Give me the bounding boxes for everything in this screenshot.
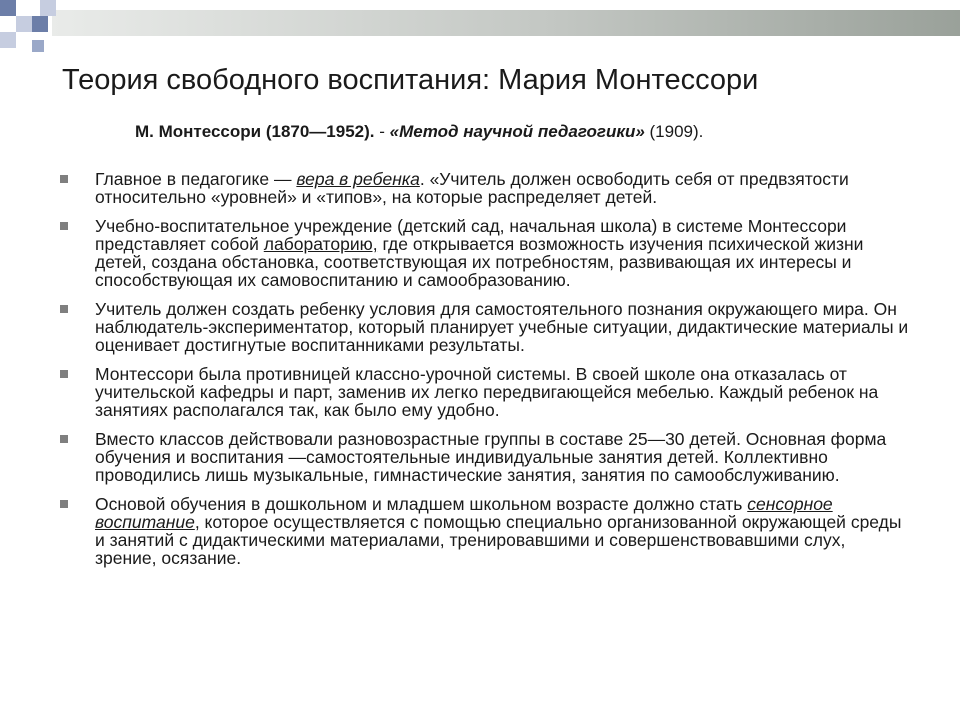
- slide-title: Теория свободного воспитания: Мария Монтессори: [62, 64, 759, 96]
- bullet-text: Учитель должен создать ребенку условия для самостоятельного познания окружающего мира. Он наблюдатель-экспериментатор, который планирует учебные ситуации, дидактические материалы и оценивает достигнутые воспитанниками результаты.: [95, 299, 909, 355]
- bullet-marker-icon: [60, 222, 68, 230]
- bullet-item: [58, 365, 910, 419]
- bullet-marker-icon: [60, 435, 68, 443]
- bullet-item: [58, 430, 910, 484]
- deco-square: [32, 16, 48, 32]
- bullet-item: [58, 495, 910, 567]
- bullet-text: , которое осуществляется с помощью специально организованной окружающей среды и занятий с дидактическими материалами, тренировавшими и совершенствовавшими слух, зрение, осязание.: [95, 512, 902, 568]
- deco-square: [16, 16, 32, 32]
- bullet-marker-icon: [60, 175, 68, 183]
- bullet-text: Вместо классов действовали разновозрастные группы в составе 25—30 детей. Основная форма обучения и воспитания —самостоятельные индивидуальные занятия детей. Коллективно проводились лишь музыкальные, гимнастические занятия, занятия по самообслуживанию.: [95, 429, 887, 485]
- subtitle-year: (1909).: [644, 122, 704, 141]
- bullet-text: . «Учитель должен освободить себя от предвзятости относительно «уровней» и «типов», на которые распределяет детей.: [95, 169, 849, 207]
- header-decoration: [0, 0, 960, 60]
- bullet-text: Основой обучения в дошкольном и младшем школьном возрасте должно стать: [95, 494, 748, 514]
- deco-square: [0, 0, 16, 16]
- bullet-text: где открывается возможность изучения психической жизни детей, создана обстановка, соответствующая их потребностям, развивающая их интересы и способствующая их самовоспитанию и самообразованию.: [95, 234, 864, 290]
- bullet-text: Учебно-воспитательное учреждение (детский сад, начальная школа) в системе Монтессори представляет собой: [95, 216, 847, 254]
- subtitle-separator: -: [374, 122, 390, 141]
- deco-square: [40, 0, 56, 16]
- bullet-text: Монтессори была противницей классно-урочной системы. В своей школе она отказалась от учительской кафедры и парт, заменив их легко передвигающейся мебелью. Каждый ребенок на занятиях располагался так, как было ему удобно.: [95, 364, 879, 420]
- bullet-emphasis: сенсорное воспитание: [95, 494, 833, 532]
- bullet-marker-icon: [60, 370, 68, 378]
- slide-subtitle: [135, 120, 935, 144]
- bullet-item: [58, 300, 910, 354]
- subtitle-work: «Метод научной педагогики»: [389, 122, 645, 141]
- deco-square: [32, 40, 44, 52]
- bullet-emphasis: вера в ребенка: [296, 169, 420, 189]
- bullet-item: [58, 170, 910, 206]
- bullet-text: Главное в педагогике —: [95, 169, 297, 189]
- bullet-list: [58, 170, 910, 578]
- subtitle-author: М. Монтессори (1870—1952).: [135, 122, 375, 141]
- deco-square: [0, 32, 16, 48]
- bullet-emphasis: лабораторию,: [263, 234, 378, 254]
- header-bar: [52, 10, 960, 36]
- bullet-item: [58, 217, 910, 289]
- bullet-marker-icon: [60, 500, 68, 508]
- bullet-marker-icon: [60, 305, 68, 313]
